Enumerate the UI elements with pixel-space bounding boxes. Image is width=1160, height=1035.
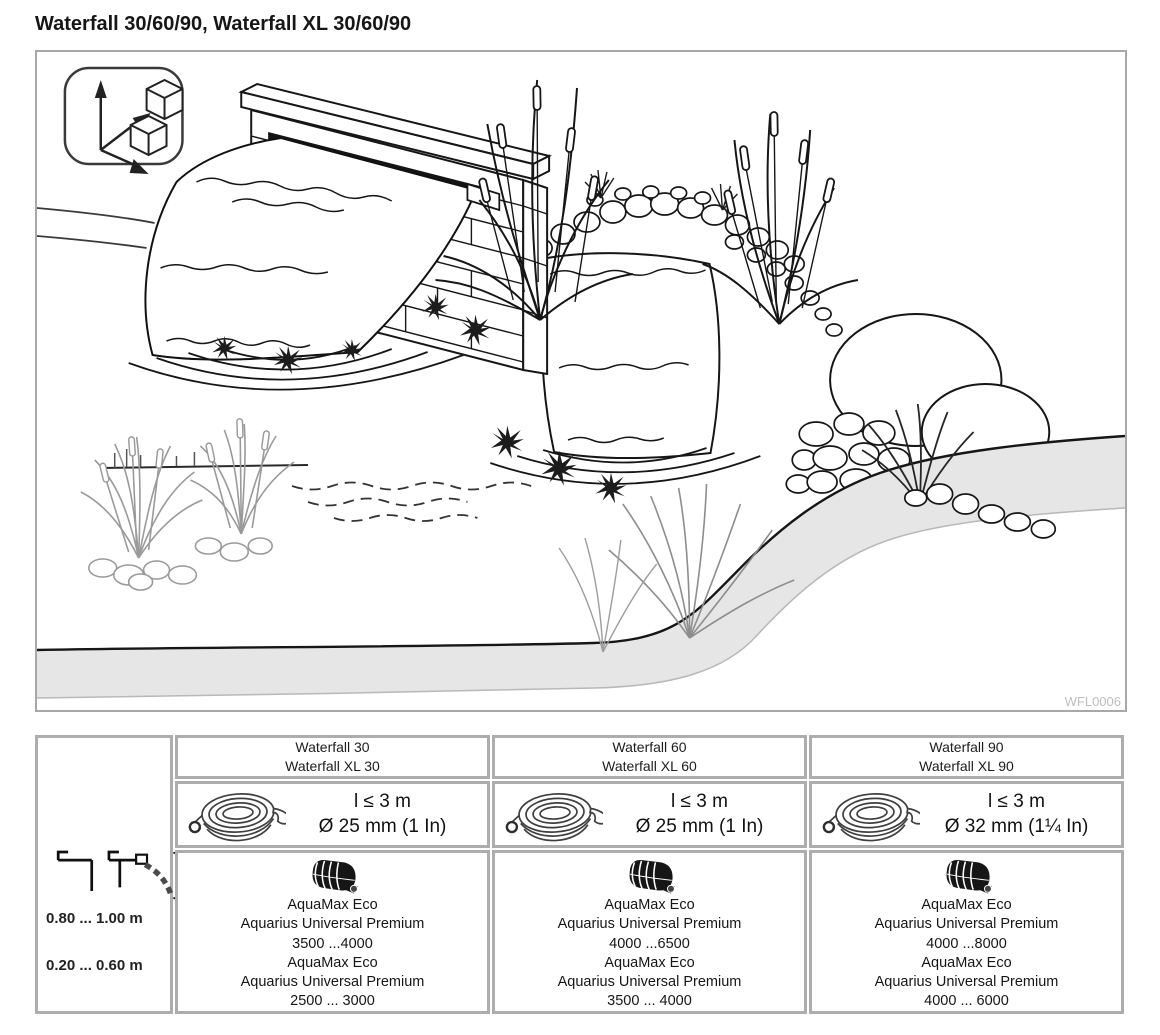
hose-diameter: Ø 25 mm (1 In) bbox=[635, 815, 764, 837]
dimension-cell bbox=[35, 735, 173, 1014]
figure-code: WFL0006 bbox=[1064, 694, 1121, 709]
terrace-lines bbox=[37, 208, 155, 248]
pump-icon bbox=[297, 857, 369, 894]
wall-height-range: 0.80 ... 1.00 m bbox=[46, 910, 143, 927]
hose-length: l ≤ 3 m bbox=[988, 790, 1045, 812]
pump-spec-waterfall-90 bbox=[809, 850, 1124, 1014]
pump-range: 4000 ...6500 bbox=[609, 935, 690, 952]
page-title: Waterfall 30/60/90, Waterfall XL 30/60/90 bbox=[35, 13, 412, 35]
pump-spec-waterfall-60 bbox=[492, 850, 807, 1014]
pump-model: Aquarius Universal Premium bbox=[240, 973, 425, 990]
waterfall-scene-drawing bbox=[37, 52, 1125, 710]
pump-model: AquaMax Eco bbox=[287, 897, 378, 914]
pump-model: Aquarius Universal Premium bbox=[874, 973, 1059, 990]
pump-model: Aquarius Universal Premium bbox=[240, 916, 425, 933]
waterfall-illustration bbox=[35, 50, 1127, 712]
hose-coil-icon bbox=[186, 786, 286, 844]
spec-table bbox=[35, 735, 1124, 1014]
pump-icon bbox=[614, 857, 686, 894]
pump-spec-waterfall-30 bbox=[175, 850, 490, 1014]
pump-range: 2500 ... 3000 bbox=[290, 992, 375, 1009]
pump-range: 4000 ...8000 bbox=[926, 935, 1007, 952]
hose-diameter: Ø 32 mm (1¼ In) bbox=[944, 815, 1089, 837]
hose-spec-waterfall-30 bbox=[175, 781, 490, 848]
column-header-waterfall-90: Waterfall 90 Waterfall XL 90 bbox=[809, 735, 1124, 779]
water-height-range: 0.20 ... 0.60 m bbox=[46, 957, 143, 974]
water-lines bbox=[101, 449, 531, 521]
pump-model: AquaMax Eco bbox=[287, 954, 378, 971]
pump-icon bbox=[931, 857, 1003, 894]
hose-coil-icon bbox=[820, 786, 920, 844]
hose-coil-icon bbox=[503, 786, 603, 844]
column-header-waterfall-60: Waterfall 60 Waterfall XL 60 bbox=[492, 735, 807, 779]
pump-model: AquaMax Eco bbox=[921, 954, 1012, 971]
shore-band bbox=[37, 436, 1125, 698]
pump-range: 4000 ... 6000 bbox=[924, 992, 1009, 1009]
hose-spec-waterfall-90 bbox=[809, 781, 1124, 848]
hose-length: l ≤ 3 m bbox=[354, 790, 411, 812]
pump-range: 3500 ... 4000 bbox=[607, 992, 692, 1009]
column-header-waterfall-30: Waterfall 30 Waterfall XL 30 bbox=[175, 735, 490, 779]
pump-model: Aquarius Universal Premium bbox=[874, 916, 1059, 933]
pump-range: 3500 ...4000 bbox=[292, 935, 373, 952]
hose-length: l ≤ 3 m bbox=[671, 790, 728, 812]
hose-diameter: Ø 25 mm (1 In) bbox=[318, 815, 447, 837]
pump-model: Aquarius Universal Premium bbox=[557, 973, 742, 990]
waterfall-height-profile-icon bbox=[46, 842, 190, 900]
shore-reeds bbox=[81, 419, 294, 590]
hose-spec-waterfall-60 bbox=[492, 781, 807, 848]
pump-model: Aquarius Universal Premium bbox=[557, 916, 742, 933]
3d-orientation-icon bbox=[65, 68, 183, 174]
pump-model: AquaMax Eco bbox=[604, 897, 695, 914]
pump-model: AquaMax Eco bbox=[921, 897, 1012, 914]
pump-model: AquaMax Eco bbox=[604, 954, 695, 971]
